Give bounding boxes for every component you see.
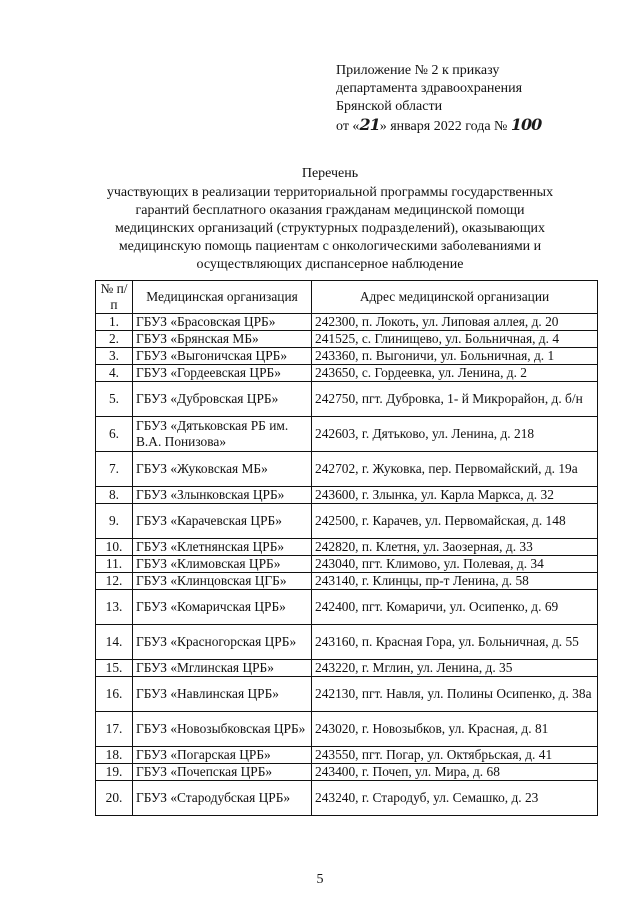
row-address: 243220, г. Мглин, ул. Ленина, д. 35 (312, 660, 598, 677)
row-organization: ГБУЗ «Погарская ЦРБ» (133, 747, 312, 764)
row-organization: ГБУЗ «Красногорская ЦРБ» (133, 625, 312, 660)
row-number: 10. (96, 539, 133, 556)
row-number: 7. (96, 452, 133, 487)
row-organization: ГБУЗ «Злынковская ЦРБ» (133, 487, 312, 504)
row-number: 16. (96, 677, 133, 712)
row-number: 17. (96, 712, 133, 747)
header-addr: Адрес медицинской организации (312, 281, 598, 314)
row-organization: ГБУЗ «Клинцовская ЦГБ» (133, 573, 312, 590)
row-number: 5. (96, 382, 133, 417)
row-address: 243400, г. Почеп, ул. Мира, д. 68 (312, 764, 598, 781)
table-row (96, 747, 598, 764)
row-organization: ГБУЗ «Новозыбковская ЦРБ» (133, 712, 312, 747)
row-organization: ГБУЗ «Дубровская ЦРБ» (133, 382, 312, 417)
row-number: 12. (96, 573, 133, 590)
table-row (96, 573, 598, 590)
row-address: 242130, пгт. Навля, ул. Полины Осипенко, д. 38а (312, 677, 598, 712)
row-address: 243600, г. Злынка, ул. Карла Маркса, д. 32 (312, 487, 598, 504)
row-number: 6. (96, 417, 133, 452)
row-number: 15. (96, 660, 133, 677)
document-title: Перечень (301, 166, 359, 181)
table-row (96, 382, 598, 417)
row-organization: ГБУЗ «Карачевская ЦРБ» (133, 504, 312, 539)
row-number: 11. (96, 556, 133, 573)
row-number: 3. (96, 348, 133, 365)
annex-line-1: Приложение № 2 к приказу (336, 63, 500, 78)
row-number: 2. (96, 331, 133, 348)
row-number: 1. (96, 314, 133, 331)
annex-line-2: департамента здравоохранения (336, 81, 523, 96)
date-middle: » января 2022 года № (379, 119, 508, 134)
row-address: 242750, пгт. Дубровка, 1- й Микрорайон, д. б/н (312, 382, 598, 417)
table-row (96, 331, 598, 348)
row-organization: ГБУЗ «Климовская ЦРБ» (133, 556, 312, 573)
row-organization: ГБУЗ «Навлинская ЦРБ» (133, 677, 312, 712)
table-row (96, 660, 598, 677)
annex-block (336, 62, 541, 136)
row-organization: ГБУЗ «Стародубская ЦРБ» (133, 781, 312, 816)
row-address: 243360, п. Выгоничи, ул. Больничная, д. 1 (312, 348, 598, 365)
table-row (96, 487, 598, 504)
table-row (96, 625, 598, 660)
row-address: 242300, п. Локоть, ул. Липовая аллея, д. 20 (312, 314, 598, 331)
row-address: 241525, с. Глинищево, ул. Больничная, д. 4 (312, 331, 598, 348)
row-organization: ГБУЗ «Брянская МБ» (133, 331, 312, 348)
table-row (96, 365, 598, 382)
table-row (96, 539, 598, 556)
table-row (96, 590, 598, 625)
date-prefix: от « (336, 119, 360, 134)
header-org: Медицинская организация (133, 281, 312, 314)
table-row (96, 417, 598, 452)
handwritten-day: 21 (359, 115, 380, 134)
row-address: 243240, г. Стародуб, ул. Семашко, д. 23 (312, 781, 598, 816)
row-organization: ГБУЗ «Дятьковская РБ им. В.А. Понизова» (133, 417, 312, 452)
table-row (96, 452, 598, 487)
row-address: 243040, пгт. Климово, ул. Полевая, д. 34 (312, 556, 598, 573)
row-organization: ГБУЗ «Почепская ЦРБ» (133, 764, 312, 781)
row-organization: ГБУЗ «Гордеевская ЦРБ» (133, 365, 312, 382)
row-number: 8. (96, 487, 133, 504)
row-number: 18. (96, 747, 133, 764)
annex-date-line (336, 116, 541, 136)
row-address: 242603, г. Дятьково, ул. Ленина, д. 218 (312, 417, 598, 452)
table-row (96, 348, 598, 365)
row-organization: ГБУЗ «Клетнянская ЦРБ» (133, 539, 312, 556)
table-row (96, 504, 598, 539)
row-number: 13. (96, 590, 133, 625)
table-row (96, 712, 598, 747)
row-organization: ГБУЗ «Выгоничская ЦРБ» (133, 348, 312, 365)
table-header-row (96, 281, 598, 314)
row-address: 242702, г. Жуковка, пер. Первомайский, д. 19а (312, 452, 598, 487)
table-row (96, 764, 598, 781)
table-row (96, 781, 598, 816)
annex-line-3: Брянской области (336, 99, 443, 114)
table-row (96, 556, 598, 573)
table-row (96, 677, 598, 712)
row-number: 9. (96, 504, 133, 539)
handwritten-order-number: 100 (510, 115, 542, 134)
row-address: 243140, г. Клинцы, пр-т Ленина, д. 58 (312, 573, 598, 590)
organizations-table (95, 280, 598, 816)
row-address: 243160, п. Красная Гора, ул. Больничная, д. 55 (312, 625, 598, 660)
row-number: 14. (96, 625, 133, 660)
row-number: 4. (96, 365, 133, 382)
page-number: 5 (316, 872, 324, 887)
row-address: 243650, с. Гордеевка, ул. Ленина, д. 2 (312, 365, 598, 382)
row-number: 20. (96, 781, 133, 816)
row-organization: ГБУЗ «Брасовская ЦРБ» (133, 314, 312, 331)
row-organization: ГБУЗ «Мглинская ЦРБ» (133, 660, 312, 677)
document-subtitle: участвующих в реализации территориальной программы государственных гарантий бесплатного оказания гражданам медицинской помощи медицинских организаций (структурных подразделений), оказывающих медицинскую помощь пациентам с онкологическими заболеваниями и осуществляющих диспансерное наблюдение (106, 185, 554, 272)
row-organization: ГБУЗ «Жуковская МБ» (133, 452, 312, 487)
row-number: 19. (96, 764, 133, 781)
table-row (96, 314, 598, 331)
row-organization: ГБУЗ «Комаричская ЦРБ» (133, 590, 312, 625)
row-address: 242820, п. Клетня, ул. Заозерная, д. 33 (312, 539, 598, 556)
header-num: № п/п (96, 281, 133, 314)
row-address: 242500, г. Карачев, ул. Первомайская, д. 148 (312, 504, 598, 539)
row-address: 242400, пгт. Комаричи, ул. Осипенко, д. 69 (312, 590, 598, 625)
row-address: 243020, г. Новозыбков, ул. Красная, д. 81 (312, 712, 598, 747)
row-address: 243550, пгт. Погар, ул. Октябрьская, д. 41 (312, 747, 598, 764)
